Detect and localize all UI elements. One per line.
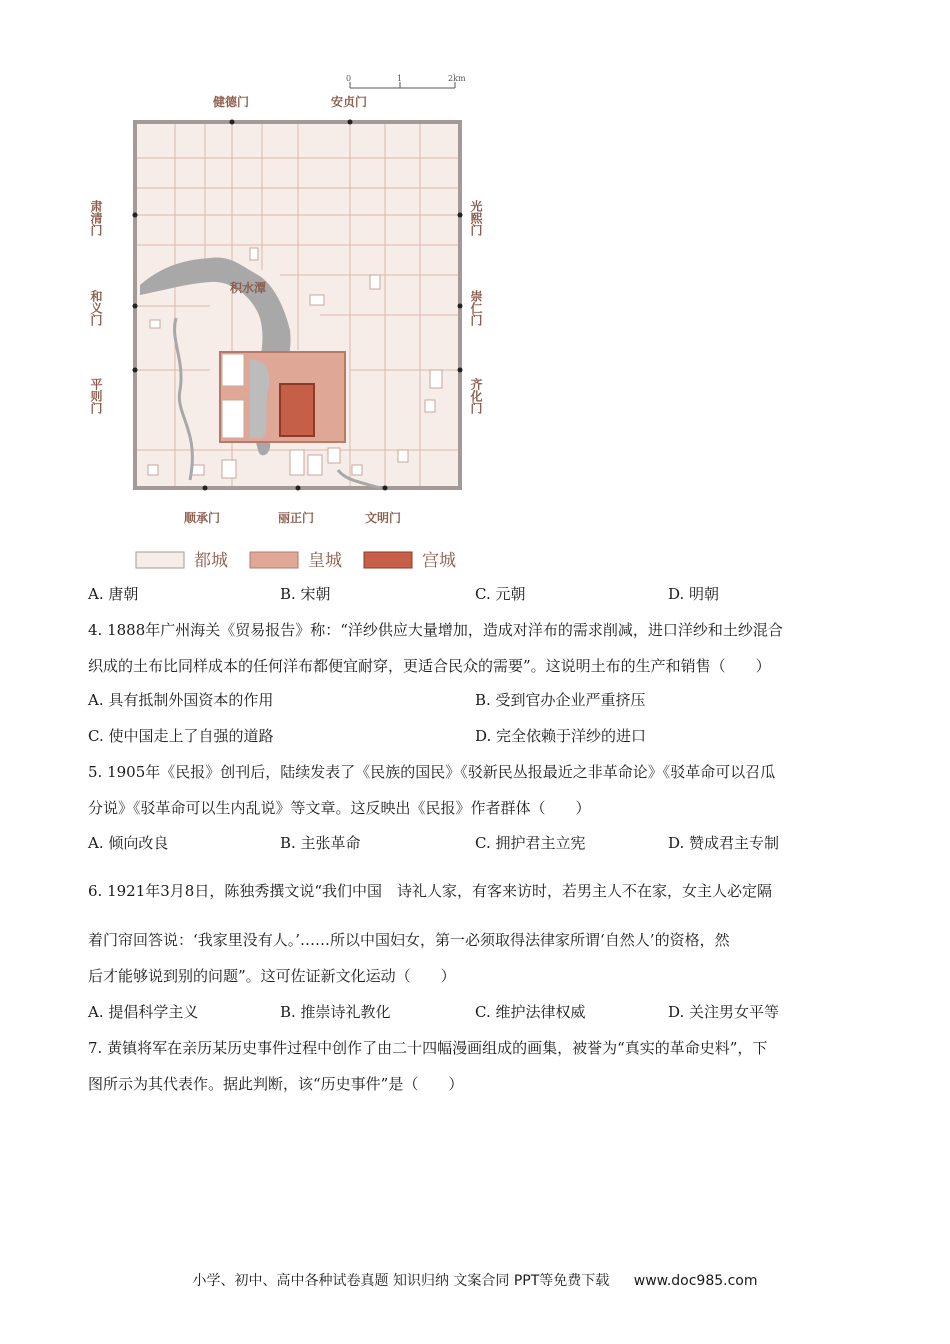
q4-option-d: D. 完全依赖于洋纱的进口	[475, 727, 647, 745]
q5-option-d: D. 赞成君主专制	[668, 834, 780, 852]
page-footer	[0, 1270, 950, 1290]
q4-option-c: C. 使中国走上了自强的道路	[88, 727, 274, 745]
gate-chongren-label: 崇仁门	[469, 290, 483, 326]
legend-label-imperial: 皇城	[308, 551, 342, 571]
city-map-figure	[80, 70, 500, 580]
scale-label-1: 1	[397, 74, 403, 83]
gate-wenming: 文明门	[365, 511, 402, 525]
scale-bar	[346, 74, 466, 88]
gate-guangxi	[469, 199, 483, 237]
imperial-block-1	[222, 354, 244, 386]
imperial-block-2	[222, 400, 244, 438]
footer-text: 小学、初中、高中各种试卷真题 知识归纳 文案合同 PPT等免费下载	[192, 1273, 610, 1289]
scale-label-2: 2km	[448, 74, 466, 83]
q6-stem-line-2: 着门帘回答说：‘我家里没有人。’……所以中国妇女，第一必须取得法律家所谓‘自然人’的资格，然	[88, 931, 730, 949]
gate-qihua-label: 齐化门	[469, 378, 483, 414]
q5-option-c: C. 拥护君主立宪	[475, 834, 586, 852]
palace-city-area	[280, 384, 314, 436]
legend-swatch-imperial	[250, 552, 298, 568]
q4-option-a: A. 具有抵制外国资本的作用	[88, 691, 274, 709]
legend-label-palace: 宫城	[422, 551, 456, 571]
map-legend	[136, 551, 456, 571]
gate-heyi-label: 和义门	[89, 290, 103, 326]
q5-option-a: A. 倾向改良	[88, 834, 169, 852]
footer-url[interactable]: www.doc985.com	[633, 1273, 758, 1289]
q4-stem-line-1: 4. 1888年广州海关《贸易报告》称：“洋纱供应大量增加，造成对洋布的需求削减，进口洋纱和土纱混合	[88, 621, 783, 639]
q3-option-c: C. 元朝	[475, 585, 526, 603]
gate-suqing	[89, 199, 103, 237]
gate-chongren	[469, 289, 483, 327]
legend-swatch-capital	[136, 552, 184, 568]
q7-stem-line-1: 7. 黄镇将军在亲历某历史事件过程中创作了由二十四幅漫画组成的画集，被誉为“真实的革命史料”，下	[88, 1039, 768, 1057]
q6-stem-line-3: 后才能够说到别的问题”。这可佐证新文化运动（ ）	[88, 967, 456, 985]
q5-stem-line-2: 分说》《驳革命可以生内乱说》等文章。这反映出《民报》作者群体（ ）	[88, 799, 591, 817]
gate-jiande: 健德门	[213, 95, 250, 109]
q4-stem-line-2: 织成的土布比同样成本的任何洋布都便宜耐穿，更适合民众的需要”。这说明土布的生产和销售（ ）	[88, 657, 771, 675]
gate-heyi	[89, 289, 103, 327]
gate-pingze-label: 平则门	[89, 378, 103, 414]
gate-lizheng: 丽正门	[278, 511, 315, 525]
yuan-dadu-map	[80, 70, 500, 580]
scale-label-0: 0	[346, 74, 352, 83]
gate-pingze	[89, 377, 103, 415]
gate-shuncheng: 顺承门	[184, 511, 221, 525]
gate-suqing-label: 肃清门	[89, 200, 103, 236]
gate-anzhen: 安贞门	[331, 95, 368, 109]
q6-stem-line-1: 6. 1921年3月8日，陈独秀撰文说“我们中国 诗礼人家，有客来访时，若男主人不在家，女主人必定隔	[88, 882, 773, 900]
q6-option-a: A. 提倡科学主义	[88, 1003, 199, 1021]
q6-option-b: B. 推崇诗礼教化	[280, 1003, 391, 1021]
gate-qihua	[469, 377, 483, 415]
q3-option-a: A. 唐朝	[88, 585, 139, 603]
legend-label-capital: 都城	[194, 551, 228, 571]
q4-option-b: B. 受到官办企业严重挤压	[475, 691, 646, 709]
q7-stem-line-2: 图所示为其代表作。据此判断，该“历史事件”是（ ）	[88, 1075, 464, 1093]
q6-option-d: D. 关注男女平等	[668, 1003, 780, 1021]
q6-option-c: C. 维护法律权威	[475, 1003, 586, 1021]
gate-guangxi-label: 光熙门	[469, 200, 483, 236]
lake-label	[230, 280, 266, 295]
q5-stem-line-1: 5. 1905年《民报》创刊后，陆续发表了《民族的国民》《驳新民丛报最近之非革命论》《驳革命可以召瓜	[88, 763, 776, 781]
legend-swatch-palace	[364, 552, 412, 568]
q3-option-d: D. 明朝	[668, 585, 720, 603]
q3-option-b: B. 宋朝	[280, 585, 331, 603]
lake-label-text: 积水潭	[230, 281, 267, 295]
q5-option-b: B. 主张革命	[280, 834, 361, 852]
